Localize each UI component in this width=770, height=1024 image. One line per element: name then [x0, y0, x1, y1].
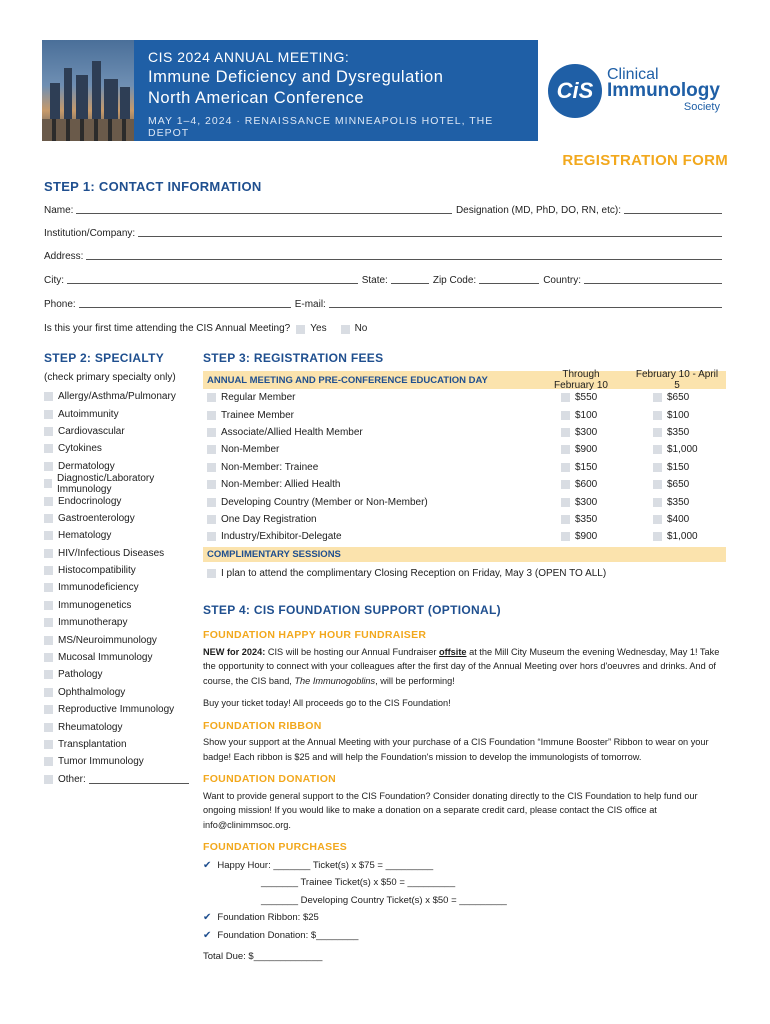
regular-price [653, 444, 698, 455]
check-icon: ✔ [203, 912, 212, 923]
happy-hour-title: FOUNDATION HAPPY HOUR FUNDRAISER [203, 629, 427, 641]
specialty-item [44, 440, 194, 457]
conference-title-line2: North American Conference [148, 89, 365, 107]
specialty-list [44, 372, 194, 788]
specialty-item [44, 545, 194, 562]
regular-price-value: $350 [667, 426, 690, 438]
specialty-label: Autoimmunity [58, 408, 119, 420]
specialty-label: HIV/Infectious Diseases [58, 547, 165, 559]
happy-hour-text-2: at the Mill City Museum the evening Wednesday, May 1! Take the opportunity to connect with your colleagues after the first day of the Annual Meeting over hors d'oeuvres and drinks. And of course, the CIS band, [203, 646, 720, 686]
specialty-label: Diagnostic/Laboratory Immunology [56, 472, 155, 495]
specialty-item [44, 666, 194, 683]
offsite-label: offsite [438, 646, 467, 657]
logo-word-immunology: Immunology [607, 79, 720, 101]
early-price-checkbox[interactable] [561, 411, 570, 420]
purchase-donation-text: Foundation Donation: $________ [217, 929, 359, 941]
specialty-instructions: (check primary specialty only) [44, 372, 176, 383]
regular-price-value: $400 [667, 513, 690, 525]
name-label: Name: [44, 205, 74, 216]
early-price-checkbox[interactable] [561, 463, 570, 472]
specialty-checkbox[interactable] [44, 497, 53, 506]
specialty-checkbox[interactable] [44, 566, 53, 575]
specialty-label: MS/Neuroimmunology [58, 634, 157, 646]
happy-hour-text-3: , will be performing! [375, 675, 455, 686]
early-price [561, 444, 597, 455]
regular-price-checkbox[interactable] [653, 532, 662, 541]
specialty-checkbox[interactable] [44, 618, 53, 627]
early-price-checkbox[interactable] [561, 532, 570, 541]
purchase-ribbon-text: Foundation Ribbon: $25 [217, 912, 319, 923]
phone-row [44, 296, 722, 310]
early-price [561, 427, 597, 438]
specialty-checkbox[interactable] [44, 636, 53, 645]
regular-price-value: $350 [667, 496, 690, 508]
step2-title: STEP 2: SPECIALTY [44, 351, 165, 365]
regular-price-value: $150 [667, 461, 690, 473]
specialty-label: Reproductive Immunology [58, 704, 175, 716]
specialty-item [44, 597, 194, 614]
specialty-label: Immunogenetics [58, 599, 132, 611]
first-time-row [44, 320, 722, 334]
fee-type-label: One Day Registration [221, 513, 317, 525]
phone-field[interactable] [79, 307, 291, 308]
step1-title: STEP 1: CONTACT INFORMATION [44, 179, 262, 194]
regular-price [653, 427, 689, 438]
regular-price-checkbox[interactable] [653, 463, 662, 472]
institution-label: Institution/Company: [44, 228, 136, 239]
early-price-value: $900 [575, 531, 598, 543]
specialty-other-label: Other: [58, 773, 86, 785]
state-label: State: [361, 275, 388, 286]
early-price-value: $900 [575, 444, 598, 456]
fee-row [203, 493, 726, 510]
donation-text: Want to provide general support to the CIS Foundation? Consider donating directly to the CIS Foundation to help fund our ongoing mission! If you would like to make a donation on a separate credit card, please contact the CIS office at info@clinimmsoc.org. [203, 790, 698, 830]
phone-label: Phone: [44, 299, 76, 310]
closing-reception-label: I plan to attend the complimentary Closing Reception on Friday, May 3 (OPEN TO ALL) [221, 567, 607, 579]
check-icon: ✔ [203, 929, 212, 941]
zip-label: Zip Code: [432, 275, 477, 286]
fee-row [203, 476, 726, 493]
specialty-item [44, 510, 194, 527]
cis-logo [538, 40, 726, 141]
fee-type-checkbox[interactable] [207, 463, 216, 472]
fee-type-label: Associate/Allied Health Member [221, 426, 363, 438]
regular-price-checkbox[interactable] [653, 445, 662, 454]
city-field[interactable] [67, 283, 358, 284]
specialty-item [44, 684, 194, 701]
specialty-label: Pathology [58, 669, 103, 681]
logo-word-society: Society [683, 100, 720, 113]
specialty-checkbox[interactable] [44, 583, 53, 592]
conference-title-line1: Immune Deficiency and Dysregulation [148, 68, 444, 86]
step4-title: STEP 4: CIS FOUNDATION SUPPORT (OPTIONAL) [203, 603, 501, 617]
specialty-checkbox[interactable] [44, 688, 53, 697]
country-label: Country: [543, 275, 581, 286]
early-price-checkbox[interactable] [561, 445, 570, 454]
specialty-label: Immunodeficiency [58, 582, 139, 594]
specialty-checkbox[interactable] [44, 410, 53, 419]
regular-price-checkbox[interactable] [653, 411, 662, 420]
regular-price-value: $1,000 [667, 531, 698, 543]
address-field[interactable] [86, 259, 722, 260]
city-row [44, 272, 722, 286]
specialty-item [44, 614, 194, 631]
specialty-item [44, 631, 194, 648]
specialty-checkbox[interactable] [44, 444, 53, 453]
meeting-title: CIS 2024 ANNUAL MEETING: [148, 49, 350, 65]
city-label: City: [44, 275, 64, 286]
specialty-checkbox[interactable] [44, 757, 53, 766]
early-price-checkbox[interactable] [561, 428, 570, 437]
regular-price-value: $100 [667, 409, 690, 421]
meeting-date-location: MAY 1–4, 2024 · RENAISSANCE MINNEAPOLIS HOTEL, THE DEPOT [148, 115, 494, 139]
ribbon-text: Show your support at the Annual Meeting with your purchase of a CIS Foundation “Immune Booster” Ribbon to wear on your badge! Each ribbon is $25 and will help the Foundation's mission to develop the immunologists of tomorrow. [203, 737, 709, 762]
email-label: E-mail: [294, 299, 326, 310]
purchase-happy-hour[interactable] [203, 857, 726, 875]
header-banner [42, 40, 726, 141]
specialty-item [44, 579, 194, 596]
total-due[interactable]: Total Due: $_____________ [203, 951, 323, 962]
purchase-developing-country[interactable]: _______ Developing Country Ticket(s) x $50 = _________ [261, 894, 507, 906]
specialty-other-checkbox[interactable] [44, 775, 53, 784]
fees-section-title: ANNUAL MEETING AND PRE-CONFERENCE EDUCATION DAY [207, 374, 488, 386]
specialty-label: Transplantation [58, 739, 127, 750]
early-price [561, 514, 597, 525]
happy-hour-buy-text: Buy your ticket today! All proceeds go to the CIS Foundation! [203, 698, 451, 708]
specialty-item [44, 736, 194, 753]
specialty-item [44, 718, 194, 735]
early-price [561, 410, 597, 421]
fee-type-checkbox[interactable] [207, 498, 216, 507]
specialty-label: Cardiovascular [58, 425, 125, 437]
early-price-value: $350 [575, 513, 598, 525]
specialty-item [44, 388, 194, 405]
purchase-ribbon[interactable] [203, 909, 726, 927]
purchase-trainee[interactable]: _______ Trainee Ticket(s) x $50 = _________ [261, 877, 456, 888]
early-price-value: $300 [575, 426, 598, 438]
fee-row [203, 459, 726, 476]
complimentary-sessions-header: COMPLIMENTARY SESSIONS [203, 547, 726, 562]
regular-price [653, 410, 689, 421]
specialty-checkbox[interactable] [44, 705, 53, 714]
address-label: Address: [44, 251, 84, 262]
specialty-item [44, 405, 194, 422]
specialty-checkbox[interactable] [44, 427, 53, 436]
purchase-donation[interactable] [203, 927, 726, 945]
specialty-label: Ophthalmology [58, 686, 126, 698]
institution-field[interactable] [138, 236, 722, 237]
specialty-item [44, 562, 194, 579]
first-time-yes-checkbox[interactable] [296, 325, 305, 334]
fee-row [203, 389, 726, 406]
cis-logo-text [607, 67, 720, 115]
purchase-happy-hour-text: Happy Hour: _______ Ticket(s) x $75 = _________ [217, 859, 434, 871]
specialty-item [44, 472, 194, 495]
ribbon-title: FOUNDATION RIBBON [203, 719, 322, 732]
fee-row [203, 406, 726, 423]
early-price [561, 531, 597, 542]
early-price [561, 497, 597, 508]
early-price-checkbox[interactable] [561, 515, 570, 524]
happy-hour-text-1: CIS will be hosting our Annual Fundraiser [267, 646, 437, 657]
email-field[interactable] [329, 307, 722, 308]
fees-header [203, 371, 726, 389]
early-price-value: $150 [575, 461, 598, 473]
fee-type-checkbox[interactable] [207, 480, 216, 489]
early-price-checkbox[interactable] [561, 480, 570, 489]
closing-reception-row [203, 565, 726, 582]
fee-row [203, 511, 726, 528]
yes-label: Yes [310, 323, 327, 334]
fee-type-checkbox[interactable] [207, 428, 216, 437]
specialty-label: Mucosal Immunology [58, 652, 153, 664]
specialty-item [44, 527, 194, 544]
specialty-checkbox[interactable] [44, 653, 53, 662]
fee-type-checkbox[interactable] [207, 393, 216, 402]
institution-row [44, 225, 722, 239]
specialty-checkbox[interactable] [44, 462, 53, 471]
early-price-value: $300 [575, 496, 598, 508]
first-time-no-checkbox[interactable] [341, 325, 350, 334]
specialty-label: Allergy/Asthma/Pulmonary [58, 391, 176, 403]
logo-word-clinical: Clinical [607, 65, 659, 83]
specialty-other [44, 771, 194, 788]
country-field[interactable] [584, 283, 722, 284]
regular-price-value: $1,000 [667, 444, 698, 456]
cis-logo-mark: CiS [548, 64, 602, 118]
regular-price-checkbox[interactable] [653, 428, 662, 437]
foundation-section [203, 622, 726, 966]
regular-column-header: February 10 - April 5 [635, 369, 719, 391]
regular-price [653, 479, 689, 490]
specialty-label: Gastroenterology [58, 512, 135, 524]
regular-price-checkbox[interactable] [653, 393, 662, 402]
name-field[interactable] [76, 213, 452, 214]
band-name: The Immunogoblins [294, 675, 376, 686]
fee-type-label: Non-Member: Allied Health [221, 479, 341, 491]
fee-type-label: Regular Member [221, 392, 296, 404]
form-title: REGISTRATION FORM [562, 152, 728, 169]
specialty-label: Hematology [58, 530, 112, 542]
fee-row [203, 528, 726, 545]
city-skyline-image [42, 40, 134, 141]
specialty-checkbox[interactable] [44, 740, 53, 749]
early-column-header: Through February 10 [554, 369, 608, 391]
fee-row [203, 424, 726, 441]
check-icon: ✔ [203, 859, 212, 871]
regular-price-checkbox[interactable] [653, 515, 662, 524]
specialty-label: Histocompatibility [58, 565, 136, 577]
specialty-item [44, 423, 194, 440]
specialty-other-field[interactable] [89, 775, 189, 784]
early-price-value: $600 [575, 479, 598, 491]
fee-row [203, 441, 726, 458]
specialty-label: Endocrinology [58, 495, 122, 507]
specialty-checkbox[interactable] [44, 549, 53, 558]
regular-price [653, 531, 698, 542]
state-field[interactable] [391, 283, 429, 284]
regular-price [653, 462, 689, 473]
specialty-label: Tumor Immunology [58, 756, 144, 768]
specialty-checkbox[interactable] [44, 392, 53, 401]
specialty-checkbox[interactable] [44, 514, 53, 523]
specialty-label: Dermatology [58, 460, 115, 472]
fee-type-checkbox[interactable] [207, 515, 216, 524]
fee-type-checkbox[interactable] [207, 445, 216, 454]
closing-reception-checkbox[interactable] [207, 569, 216, 578]
early-price-checkbox[interactable] [561, 393, 570, 402]
early-price-checkbox[interactable] [561, 498, 570, 507]
address-row [44, 248, 722, 262]
banner-text [134, 40, 524, 141]
specialty-checkbox[interactable] [44, 601, 53, 610]
regular-price-checkbox[interactable] [653, 480, 662, 489]
specialty-checkbox[interactable] [44, 670, 53, 679]
specialty-item [44, 701, 194, 718]
specialty-item [44, 492, 194, 509]
early-price [561, 479, 597, 490]
regular-price [653, 514, 689, 525]
regular-price-value: $650 [667, 392, 690, 404]
regular-price [653, 497, 689, 508]
specialty-item [44, 649, 194, 666]
designation-field[interactable] [624, 213, 722, 214]
early-price [561, 392, 597, 403]
purchases-title: FOUNDATION PURCHASES [203, 841, 348, 853]
fee-type-label: Industry/Exhibitor-Delegate [221, 531, 342, 543]
step3-title: STEP 3: REGISTRATION FEES [203, 351, 384, 365]
purchases-list [203, 857, 726, 966]
happy-hour-text [203, 645, 726, 689]
specialty-item [44, 753, 194, 770]
early-price [561, 462, 597, 473]
fee-type-checkbox[interactable] [207, 411, 216, 420]
registration-fees-table [203, 371, 726, 582]
specialty-label: Rheumatology [58, 721, 123, 733]
specialty-checkbox[interactable] [44, 723, 53, 732]
early-price-value: $550 [575, 392, 598, 404]
donation-title: FOUNDATION DONATION [203, 773, 337, 785]
new-2024-label: NEW for 2024: [203, 646, 266, 657]
early-price-value: $100 [575, 409, 598, 421]
specialty-label: Immunotherapy [58, 617, 128, 629]
specialty-label: Cytokines [58, 443, 102, 455]
no-label: No [354, 323, 368, 334]
specialty-checkbox[interactable] [44, 479, 52, 488]
zip-field[interactable] [479, 283, 539, 284]
specialty-checkbox[interactable] [44, 531, 53, 540]
regular-price-checkbox[interactable] [653, 498, 662, 507]
fee-type-label: Trainee Member [221, 409, 294, 421]
regular-price-value: $650 [667, 479, 690, 491]
first-time-question: Is this your first time attending the CIS Annual Meeting? [44, 323, 291, 334]
name-row [44, 202, 722, 216]
fee-type-checkbox[interactable] [207, 532, 216, 541]
designation-label: Designation (MD, PhD, DO, RN, etc): [455, 205, 621, 216]
fee-type-label: Non-Member [221, 444, 280, 456]
regular-price [653, 392, 689, 403]
fee-type-label: Developing Country (Member or Non-Member) [221, 496, 428, 508]
fee-type-label: Non-Member: Trainee [221, 461, 319, 473]
